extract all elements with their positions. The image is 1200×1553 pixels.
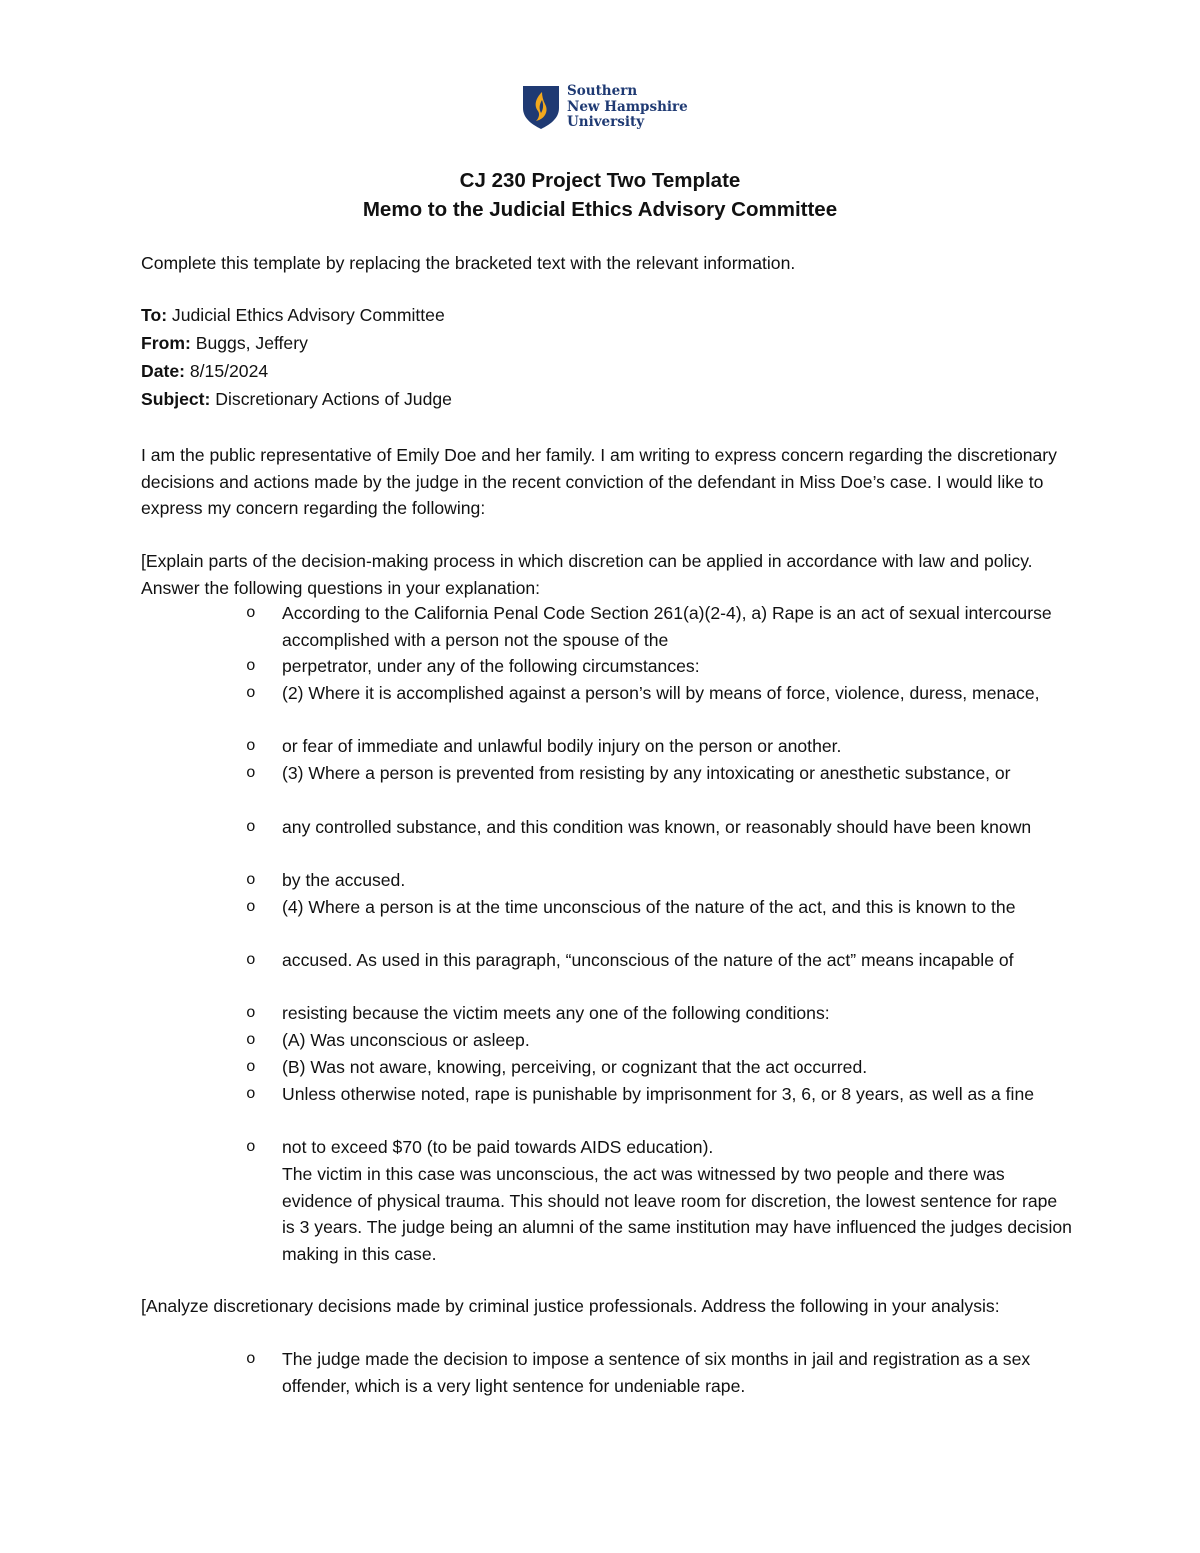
- bullet-marker: o: [246, 1031, 256, 1049]
- instruction-text: Complete this template by replacing the bracketed text with the relevant information.: [141, 253, 796, 273]
- bullet-marker: o: [246, 1085, 256, 1103]
- section2-prompt: [Analyze discretionary decisions made by criminal justice professionals. Address the following in your analysis:: [141, 1296, 1000, 1316]
- bullet-marker: o: [246, 1350, 256, 1368]
- subject-value: Discretionary Actions of Judge: [210, 389, 452, 409]
- subject-field: [141, 386, 452, 413]
- bullet-marker: o: [246, 898, 256, 916]
- bullet-marker: o: [246, 871, 256, 889]
- date-label: Date:: [141, 361, 185, 381]
- bullet-marker: o: [246, 818, 256, 836]
- from-value: Buggs, Jeffery: [190, 333, 308, 353]
- from-label: From:: [141, 333, 191, 353]
- document-title: CJ 230 Project Two Template: [459, 169, 741, 192]
- document-subtitle: Memo to the Judicial Ethics Advisory Committee: [362, 198, 838, 221]
- bullet-marker: o: [246, 737, 256, 755]
- section1-prompt: [Explain parts of the decision-making process in which discretion can be applied in accordance with law and policy. Answer the following questions in your explanation:: [141, 551, 1033, 598]
- university-logo: [521, 84, 688, 131]
- to-field: [141, 302, 445, 329]
- bullet-marker: o: [246, 1004, 256, 1022]
- to-label: To:: [141, 305, 168, 325]
- bullet-marker: o: [246, 951, 256, 969]
- bullet-marker: o: [246, 684, 256, 702]
- logo-line-1: Southern: [567, 83, 638, 99]
- bullet-marker: o: [246, 1058, 256, 1076]
- bullet-marker: o: [246, 604, 256, 622]
- intro-paragraph: I am the public representative of Emily Doe and her family. I am writing to express concern regarding the discretionary decisions and actions made by the judge in the recent conviction of the defendant in Miss Doe’s case. I would like to express my concern regarding the following:: [141, 445, 1057, 519]
- logo-line-3: University: [567, 114, 645, 130]
- to-value: Judicial Ethics Advisory Committee: [167, 305, 445, 325]
- shield-flame-icon: [521, 84, 561, 130]
- logo-wordmark: [567, 84, 688, 131]
- bullet-marker: o: [246, 764, 256, 782]
- memo-page: Southern New Hampshire University CJ 230 Project Two Template Memo to the Judicial Ethics Advisory Committee Complete this template by replacing the bracketed text with the relevant information. To: Judicial Ethics Advisory Committee From: Buggs, Jeffery Date: 8/15/2024 Subject: Discretionary Actions of Judge I am the public representative of Emily Doe and her family. I am writing to express concern regarding the discretionary decisions and actions made by the judge in the recent conviction of the defendant in Miss Doe’s case. I would like to express my concern regarding the following: [Explain parts of the decision-making process in which discretion can be applied in accordance with law and policy. Answer the following questions in your explanation: o According to the California Penal Code Section 261(a)(2-4), a) Rape is an act of sexual intercourse accomplished with a person not the spouse of the o perpetrator, under any of the following circumstances: o (2) Where it is accomplished against a person’s will by means of force, violence, duress, menace, o or fear of immediate and unlawful bodily injury on the person or another. o (3) Where a person is prevented from resisting by any intoxicating or anesthetic substance, or o any controlled substance, and this condition was known, or reasonably should have been known o by the accused. o (4) Where a person is at the time unconscious of the nature of the act, and this is known to the o accused. As used in this paragraph, “unconscious of the nature of the act” means incapable of o resisting because the victim meets any one of the following conditions: o (A) Was unconscious or asleep. o (B) Was not aware, knowing, perceiving, or cognizant that the act occurred. o Unless otherwise noted, rape is punishable by imprisonment for 3, 6, or 8 years, as well as a fine o not to exceed $70 (to be paid towards AIDS education). The victim in this case was unconscious, the act was witnessed by two people and there was evidence of physical trauma. This should not leave room for discretion, the lowest sentence for rape is 3 years. The judge being an alumni of the same institution may have influenced the judges decision making in this case. [Analyze discretionary decisions made by criminal justice professionals. Address the following in your analysis: o The judge made the decision to impose a sentence of six months in jail and registration as a sex offender, which is a very light sentence for undeniable rape.: [0, 0, 1200, 1553]
- subject-label: Subject:: [141, 389, 211, 409]
- bullet-marker: o: [246, 657, 256, 675]
- date-value: 8/15/2024: [185, 361, 269, 381]
- logo-line-2: New Hampshire: [567, 98, 688, 115]
- section1-note: The victim in this case was unconscious, the act was witnessed by two people and there was evidence of physical trauma. This should not leave room for discretion, the lowest sentence for rape is 3 years. The judge being an alumni of the same institution may have influenced the judges decision making in this case.: [282, 1164, 1072, 1264]
- date-field: [141, 358, 268, 385]
- bullet-marker: o: [246, 1138, 256, 1156]
- from-field: [141, 330, 308, 357]
